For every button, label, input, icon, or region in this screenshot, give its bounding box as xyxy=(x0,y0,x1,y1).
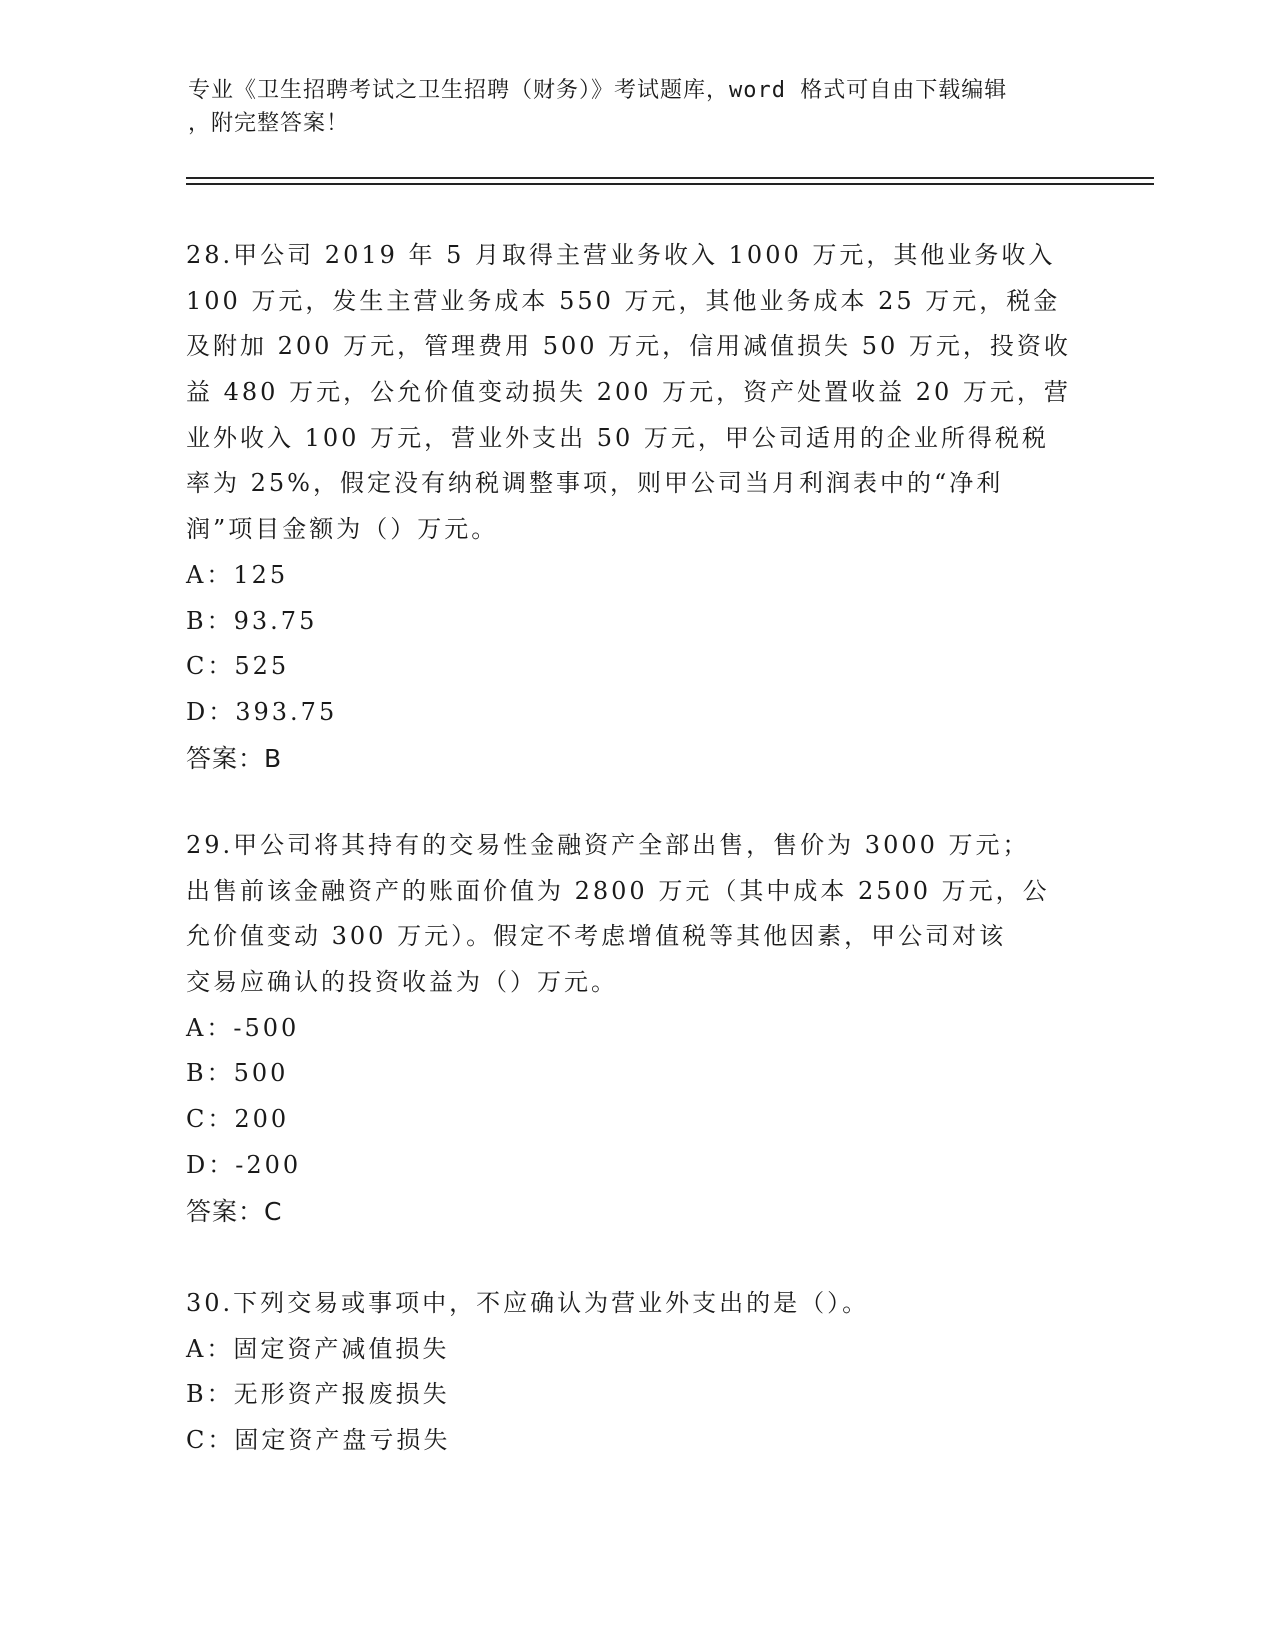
answer-line: 答案：B xyxy=(186,743,283,773)
option-a: A：125 xyxy=(186,560,289,589)
question-text-line: 交易应确认的投资收益为（）万元。 xyxy=(186,968,618,997)
question-text-line: 润”项目金额为（）万元。 xyxy=(186,515,499,544)
question-28 xyxy=(186,233,1086,781)
header-divider-top xyxy=(186,177,1154,179)
question-30 xyxy=(186,1281,1086,1464)
option-a: A：固定资产减值损失 xyxy=(186,1334,450,1363)
option-c: C：525 xyxy=(186,652,290,681)
header-line-2: ，附完整答案！ xyxy=(188,111,350,136)
question-text-line: 28.甲公司 2019 年 5 月取得主营业务收入 1000 万元，其他业务收入 xyxy=(186,241,1056,269)
option-c: C：固定资产盘亏损失 xyxy=(186,1426,451,1455)
option-d: D：-200 xyxy=(186,1150,302,1179)
header-line-1: 专业《卫生招聘考试之卫生招聘（财务）》考试题库，word 格式可自由下载编辑 xyxy=(188,78,1008,103)
question-text-line: 及附加 200 万元，管理费用 500 万元，信用减值损失 50 万元，投资收 xyxy=(186,332,1071,361)
question-text-line: 30.下列交易或事项中，不应确认为营业外支出的是（）。 xyxy=(186,1289,870,1317)
question-text-line: 率为 25%，假定没有纳税调整事项，则甲公司当月利润表中的“净利 xyxy=(186,469,1004,498)
option-b: B：无形资产报废损失 xyxy=(186,1380,450,1409)
question-text-line: 允价值变动 300 万元）。假定不考虑增值税等其他因素，甲公司对该 xyxy=(186,922,1007,951)
option-d: D：393.75 xyxy=(186,697,338,726)
question-text-line: 29.甲公司将其持有的交易性金融资产全部出售，售价为 3000 万元； xyxy=(186,831,1030,859)
option-c: C：200 xyxy=(186,1105,290,1134)
header-divider-bottom xyxy=(186,183,1154,185)
question-text-line: 益 480 万元，公允价值变动损失 200 万元，资产处置收益 20 万元，营 xyxy=(186,378,1071,407)
question-text-line: 业外收入 100 万元，营业外支出 50 万元，甲公司适用的企业所得税税 xyxy=(186,423,1049,452)
question-text-line: 出售前该金融资产的账面价值为 2800 万元（其中成本 2500 万元，公 xyxy=(186,876,1050,905)
option-b: B：93.75 xyxy=(186,606,318,635)
question-29 xyxy=(186,823,1086,1234)
document-header xyxy=(188,74,1088,140)
question-text-line: 100 万元，发生主营业务成本 550 万元，其他业务成本 25 万元，税金 xyxy=(186,286,1061,315)
answer-line: 答案：C xyxy=(186,1196,283,1226)
option-b: B：500 xyxy=(186,1059,289,1088)
option-a: A：-500 xyxy=(186,1013,300,1042)
